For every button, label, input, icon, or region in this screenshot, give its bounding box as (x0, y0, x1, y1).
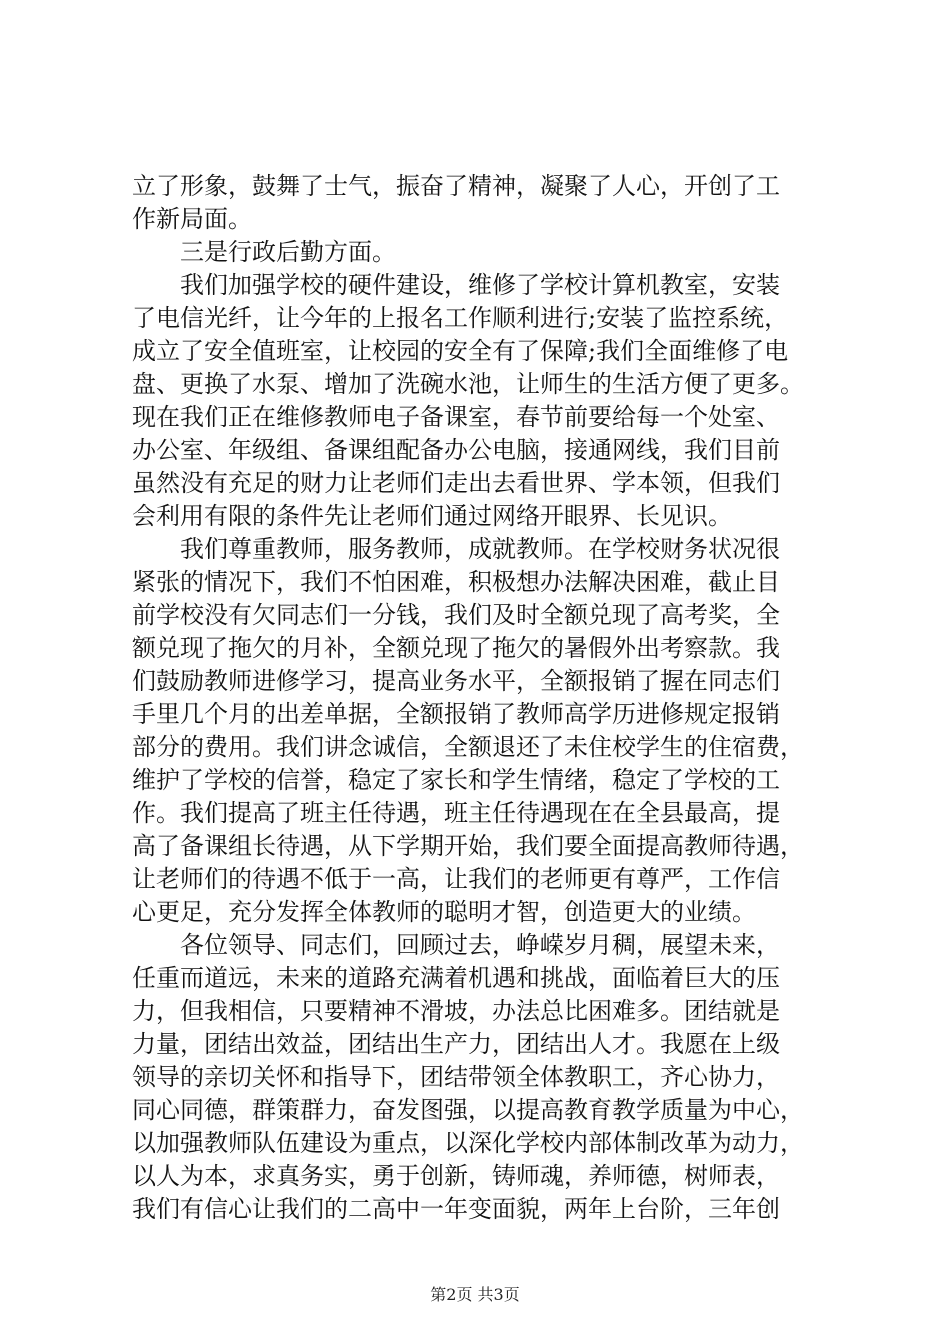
text-line: 以加强教师队伍建设为重点，以深化学校内部体制改革为动力， (132, 1129, 804, 1157)
text-line: 心更足，充分发挥全体教师的聪明才智，创造更大的业绩。 (132, 898, 756, 926)
document-body (132, 170, 832, 1226)
text-line: 三是行政后勤方面。 (132, 238, 396, 266)
text-line: 力量，团结出效益，团结出生产力，团结出人才。我愿在上级 (132, 1030, 780, 1058)
text-line: 维护了学校的信誉，稳定了家长和学生情绪，稳定了学校的工 (132, 766, 780, 794)
text-line: 部分的费用。我们讲念诚信，全额退还了未住校学生的住宿费， (132, 733, 804, 761)
page-footer: 第2页 共3页 (430, 1285, 520, 1304)
text-line: 以人为本，求真务实，勇于创新，铸师魂，养师德，树师表， (132, 1162, 780, 1190)
text-line: 额兑现了拖欠的月补，全额兑现了拖欠的暑假外出考察款。我 (132, 634, 780, 662)
text-line: 同心同德，群策群力，奋发图强，以提高教育教学质量为中心， (132, 1096, 804, 1124)
text-line: 力，但我相信，只要精神不滑坡，办法总比困难多。团结就是 (132, 997, 780, 1025)
text-line: 我们尊重教师，服务教师，成就教师。在学校财务状况很 (132, 535, 780, 563)
text-line: 了电信光纤，让今年的上报名工作顺利进行;安装了监控系统， (132, 304, 789, 332)
text-line: 现在我们正在维修教师电子备课室，春节前要给每一个处室、 (132, 403, 780, 431)
text-line: 会利用有限的条件先让老师们通过网络开眼界、长见识。 (132, 502, 732, 530)
text-line: 办公室、年级组、备课组配备办公电脑，接通网线，我们目前 (132, 436, 780, 464)
text-line: 紧张的情况下，我们不怕困难，积极想办法解决困难，截止目 (132, 568, 780, 596)
text-line: 们鼓励教师进修学习，提高业务水平，全额报销了握在同志们 (132, 667, 780, 695)
text-line: 各位领导、同志们，回顾过去，峥嵘岁月稠，展望未来， (132, 931, 780, 959)
text-line: 让老师们的待遇不低于一高，让我们的老师更有尊严，工作信 (132, 865, 780, 893)
text-line: 盘、更换了水泵、增加了洗碗水池，让师生的生活方便了更多。 (132, 370, 804, 398)
text-line: 手里几个月的出差单据，全额报销了教师高学历进修规定报销 (132, 700, 780, 728)
text-line: 虽然没有充足的财力让老师们走出去看世界、学本领，但我们 (132, 469, 780, 497)
text-line: 我们加强学校的硬件建设，维修了学校计算机教室，安装 (132, 271, 780, 299)
text-line: 领导的亲切关怀和指导下，团结带领全体教职工，齐心协力， (132, 1063, 780, 1091)
text-line: 任重而道远，未来的道路充满着机遇和挑战，面临着巨大的压 (132, 964, 780, 992)
text-line: 我们有信心让我们的二高中一年变面貌，两年上台阶，三年创 (132, 1195, 780, 1223)
text-line: 高了备课组长待遇，从下学期开始，我们要全面提高教师待遇， (132, 832, 804, 860)
text-line: 作。我们提高了班主任待遇，班主任待遇现在在全县最高，提 (132, 799, 780, 827)
text-line: 前学校没有欠同志们一分钱，我们及时全额兑现了高考奖，全 (132, 601, 780, 629)
text-line: 作新局面。 (132, 205, 252, 233)
text-line: 立了形象，鼓舞了士气，振奋了精神，凝聚了人心，开创了工 (132, 172, 780, 200)
text-line: 成立了安全值班室，让校园的安全有了保障;我们全面维修了电 (132, 337, 789, 365)
